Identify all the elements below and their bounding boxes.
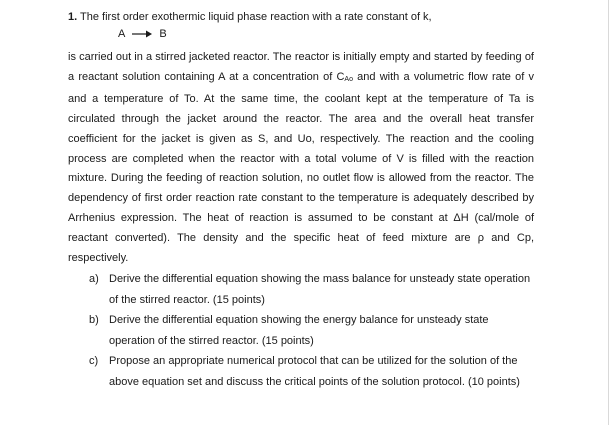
question-body xyxy=(68,48,534,269)
arrow-right-icon xyxy=(131,29,153,39)
list-item xyxy=(89,351,534,392)
body-part-1: is carried out in a stirred jacketed reactor. The reactor is initially empty and started by feeding of a reactant solution containing A at a concentration of C xyxy=(68,51,534,83)
body-part-2: and with a volumetric flow rate of v and a temperature of To. At the same time, the coolant kept at the temperature of Ta is circulated through the jacket around the reactor. The area and the overall heat transfer coefficient for the jacket is given as S, and Uo, respectively. The reaction and the cooling process are completed when the reactor with a total volume of V is filled with the reaction mixture. During the feeding of reaction solution, no outlet flow is allowed from the reactor. The dependency of first order reaction rate constant to the temperature is adequately described by Arrhenius expression. The heat of reaction is assumed to be constant at ΔH (cal/mole of reactant converted). The density and the specific heat of feed mixture are ρ and Cp, respectively. xyxy=(68,70,534,265)
part-marker: c) xyxy=(89,355,99,368)
part-text: Propose an appropriate numerical protocol that can be utilized for the solution of the above equation set and discuss the critical points of the solution protocol. (10 points) xyxy=(109,355,520,388)
product-label: B xyxy=(159,28,167,40)
part-text: Derive the differential equation showing the mass balance for unsteady state operation of the stirred reactor. (15 points) xyxy=(109,273,531,306)
question-parts xyxy=(89,269,534,393)
part-marker: a) xyxy=(89,273,99,285)
reactant-label: A xyxy=(118,28,126,40)
list-item xyxy=(89,310,534,351)
question-number: 1. xyxy=(68,11,78,23)
part-marker: b) xyxy=(89,314,99,327)
list-item xyxy=(89,269,534,310)
part-text: Derive the differential equation showing the energy balance for unsteady state operation of the stirred reactor. (15 points) xyxy=(109,314,489,347)
concentration-subscript: Ao xyxy=(344,75,353,83)
question-title-text: The first order exothermic liquid phase reaction with a rate constant of k, xyxy=(80,11,432,23)
question-title xyxy=(68,9,432,25)
reaction-equation xyxy=(118,26,167,42)
